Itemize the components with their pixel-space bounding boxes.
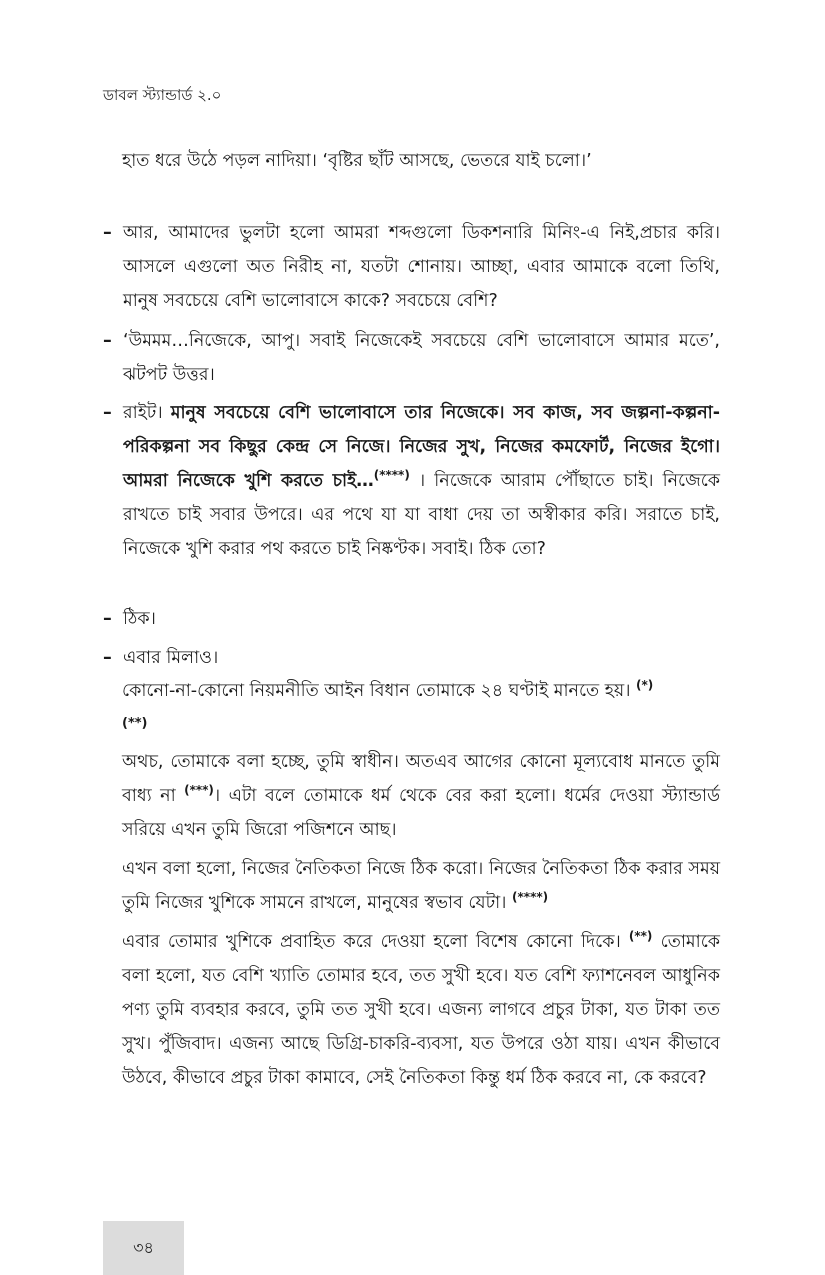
freedom-text-a: অথচ, তোমাকে বলা হচ্ছে, তুমি স্বাধীন। অতএব আগের কোনো মূল্যবোধ মানতে তুমি বাধ্য না [122, 752, 720, 806]
dialogue-1-text: আর, আমাদের ভুলটা হলো আমরা শব্দগুলো ডিকশনারি মিনিং-এ নিই,প্রচার করি। আসলে এগুলো অত নিরীহ না, যতটা শোনায়। আচ্ছা, এবার আমাকে বলো তিথি, মানুষ সবচেয়ে বেশি ভালোবাসে কাকে? সবচেয়ে বেশি? [123, 223, 720, 311]
dialogue-4-text: ঠিক। [123, 609, 156, 629]
morality-text: এখন বলা হলো, নিজের নৈতিকতা নিজে ঠিক করো। নিজের নৈতিকতা ঠিক করার সময় তুমি নিজের খুশিকে সামনে রাখলে, মানুষের স্বভাব যেটা। [122, 859, 720, 913]
page-number-box [103, 1221, 184, 1275]
last-paragraph [122, 925, 720, 1095]
rules-text: কোনো-না-কোনো নিয়মনীতি আইন বিধান তোমাকে ২৪ ঘণ্টাই মানতে হয়। [122, 681, 631, 701]
footnote-ref-2b: (**) [628, 929, 653, 944]
dialogue-5 [103, 641, 720, 675]
dialogue-2 [103, 324, 720, 392]
dialogue-3-rest: । নিজেকে আরাম পৌঁছাতে চাই। নিজেকে রাখতে চাই সবার উপরে। এর পথে যা যা বাধা দেয় তা অস্বীকার করি। সরাতে চাই, নিজেকে খুশি করার পথ করতে চাই নিষ্কণ্টক। সবাই। ঠিক তো? [123, 471, 721, 559]
dash-5: – [103, 648, 112, 668]
footnote-ref-1: (*) [636, 678, 654, 693]
dialogue-3-lead: রাইট। [123, 403, 163, 423]
intro-paragraph: হাত ধরে উঠে পড়ল নাদিয়া। ‘বৃষ্টির ছাঁট আসছে, ভেতরে যাই চলো।’ [122, 151, 592, 171]
dialogue-3 [103, 396, 720, 566]
dialogue-1 [103, 216, 720, 318]
page-number: ৩৪ [133, 1238, 154, 1257]
footnote-ref-2: (**) [122, 716, 148, 731]
footnote-ref-3: (***) [184, 783, 214, 798]
dialogue-2-text: ‘উমমম…নিজেকে, আপু। সবাই নিজেকেই সবচেয়ে বেশি ভালোবাসে আমার মতে’, ঝটপট উত্তর। [123, 331, 720, 385]
freedom-paragraph [122, 745, 720, 847]
dialogue-5-text: এবার মিলাও। [123, 648, 219, 668]
dash-1: – [103, 223, 112, 243]
freedom-text-b: । এটা বলে তোমাকে ধর্ম থেকে বের করা হলো। ধর্মের দেওয়া স্ট্যান্ডার্ড সরিয়ে এখন তুমি জিরো পজিশনে আছ। [122, 786, 720, 840]
dash-2: – [103, 331, 112, 351]
footnote-ref-4a: (****) [373, 468, 410, 483]
morality-paragraph [122, 852, 720, 920]
rules-paragraph [122, 674, 722, 736]
dialogue-3-bold: মানুষ সবচেয়ে বেশি ভালোবাসে তার নিজেকে। সব কাজ, সব জল্পনা-কল্পনা- পরিকল্পনা সব কিছুর কেন্দ্র সে নিজে। নিজের সুখ, নিজের কমফোর্ট, নিজের ইগো। আমরা নিজেকে খুশি করতে চাই… [123, 403, 720, 491]
dialogue-3-text [123, 396, 720, 566]
dash-4: – [103, 609, 112, 629]
dialogue-4 [103, 602, 720, 636]
dash-3: – [103, 403, 112, 423]
running-head: ডাবল স্ট্যান্ডার্ড ২.০ [103, 86, 222, 104]
footnote-ref-4b: (****) [512, 890, 549, 905]
last-text-b: তোমাকে বলা হলো, যত বেশি খ্যাতি তোমার হবে, তত সুখী হবে। যত বেশি ফ্যাশনেবল আধুনিক পণ্য তুমি ব্যবহার করবে, তুমি তত সুখী হবে। এজন্য লাগবে প্রচুর টাকা, যত টাকা তত সুখ। পুঁজিবাদ। এজন্য আছে ডিগ্রি-চাকরি-ব্যবসা, যত উপরে ওঠা যায়। এখন কীভাবে উঠবে, কীভাবে প্রচুর টাকা কামাবে, সেই নৈতিকতা কিন্তু ধর্ম ঠিক করবে না, কে করবে? [122, 932, 720, 1088]
last-text-a: এবার তোমার খুশিকে প্রবাহিত করে দেওয়া হলো বিশেষ কোনো দিকে। [122, 932, 621, 952]
